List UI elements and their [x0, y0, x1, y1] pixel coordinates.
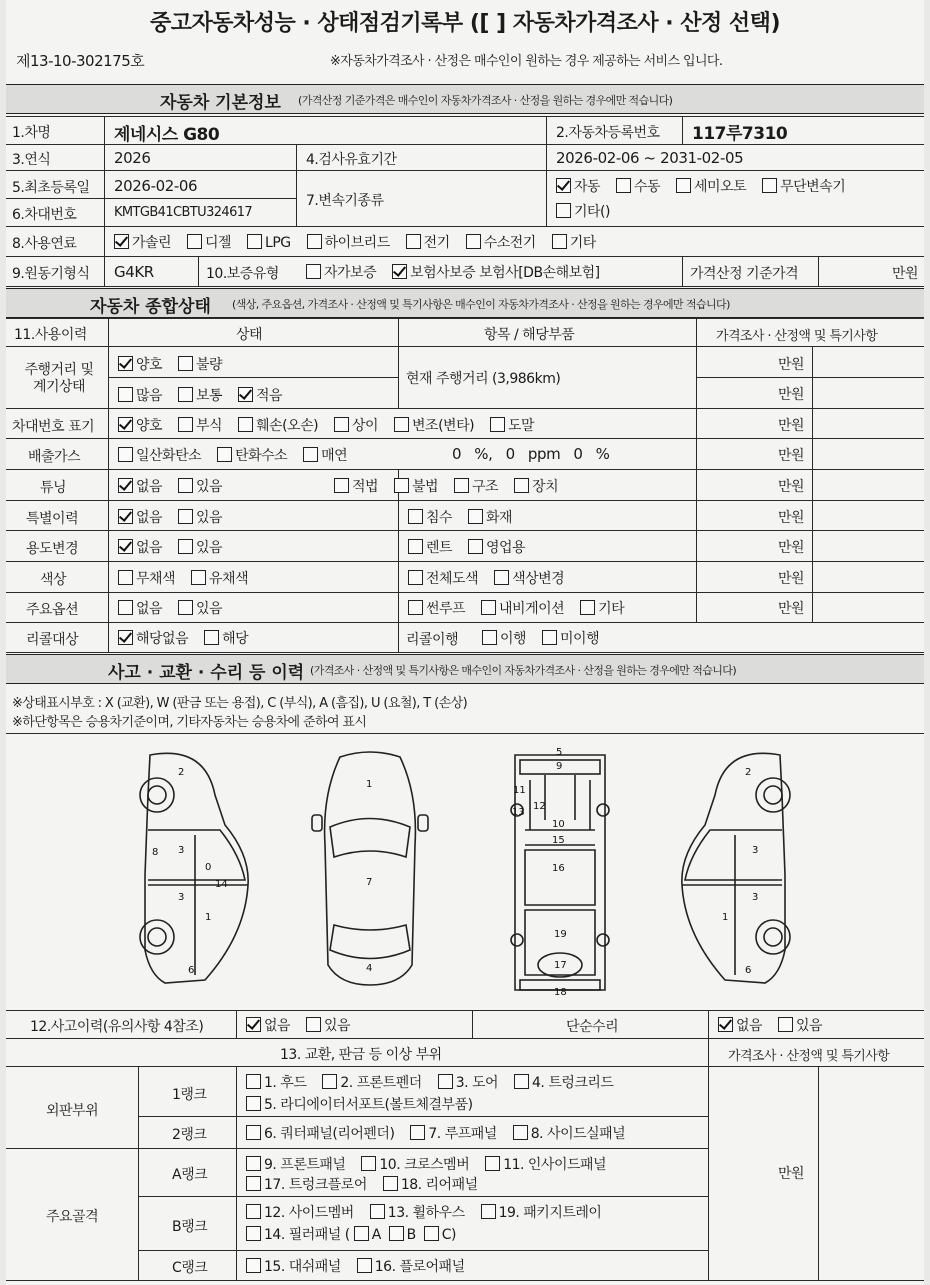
trans-other-checkbox[interactable] — [556, 203, 571, 218]
part-roof-panel-checkbox[interactable] — [410, 1125, 425, 1140]
options-yes-checkbox[interactable] — [178, 600, 193, 615]
frame-num: 18 — [554, 987, 567, 998]
color-chromatic-checkbox[interactable] — [191, 570, 206, 585]
accident-yes-checkbox[interactable] — [306, 1017, 321, 1032]
part-quarter-panel-checkbox[interactable] — [246, 1125, 261, 1140]
usage-label: 용도변경 — [26, 541, 79, 557]
frame-num: 16 — [552, 863, 565, 874]
unit-special: 만원 — [778, 510, 805, 526]
status-note: (색상, 주요옵션, 가격조사 · 산정액 및 특기사항은 매수인이 자동차가격조사 · 산정을 원하는 경우에만 적습니다) — [232, 298, 730, 311]
options-none-checkbox[interactable] — [118, 600, 133, 615]
validity-label: 4.검사유효기간 — [306, 152, 397, 168]
reg-no-label: 2.자동차등록번호 — [556, 125, 660, 141]
fuel-diesel-checkbox[interactable] — [187, 234, 202, 249]
options-state: 없음 있음 — [118, 598, 234, 618]
vinmark-good-checkbox[interactable] — [118, 417, 133, 432]
first-reg-label: 5.최초등록일 — [12, 180, 90, 196]
tuning-yes-checkbox[interactable] — [178, 478, 193, 493]
frame-num: 9 — [556, 761, 563, 772]
part-pillar-checkbox[interactable] — [246, 1226, 261, 1241]
unit-color: 만원 — [778, 571, 805, 587]
legend-symbols: ※상태표시부호 : X (교환), W (판금 또는 용접), C (부식), A (흠집), U (요철), T (손상) — [12, 696, 468, 711]
unit-mileage-1: 만원 — [778, 357, 805, 373]
mileage-many-checkbox[interactable] — [118, 387, 133, 402]
accident-history-label: 12.사고이력(유의사항 4참조) — [30, 1019, 204, 1035]
status-heading: 자동차 종합상태 — [90, 297, 211, 317]
emission-label: 배출가스 — [28, 449, 81, 465]
mileage-good-checkbox[interactable] — [118, 356, 133, 371]
basic-info-note: (가격산정 기준가격은 매수인이 자동차가격조사 · 산정을 원하는 경우에만 적습니다) — [298, 94, 673, 107]
rankA-items-row1: 9. 프론트패널 10. 크로스멤버 11. 인사이드패널 — [246, 1154, 618, 1174]
legend-note: ※하단항목은 승용차기준이며, 기타자동차는 승용차에 준하여 표시 — [12, 715, 367, 730]
top-num: 1 — [366, 779, 373, 790]
recall-label: 리콜대상 — [26, 632, 79, 648]
recall-yes-checkbox[interactable] — [204, 630, 219, 645]
part-side-member-checkbox[interactable] — [246, 1204, 261, 1219]
trans-cvt-checkbox[interactable] — [762, 178, 777, 193]
rankC-items: 15. 대쉬패널 16. 플로어패널 — [246, 1256, 477, 1276]
special-flood-checkbox[interactable] — [408, 509, 423, 524]
fuel-lpg-checkbox[interactable] — [247, 234, 262, 249]
transmission-label: 7.변속기종류 — [306, 193, 384, 209]
pillar-a-checkbox[interactable] — [354, 1226, 369, 1241]
vin-mark-options: 양호 부식 훼손(오손) 상이 변조(변타) 도말 — [118, 415, 546, 435]
frame-num: 13 — [512, 807, 525, 818]
emission-hc-checkbox[interactable] — [217, 447, 232, 462]
mileage-bad-checkbox[interactable] — [178, 356, 193, 371]
repair-yes-checkbox[interactable] — [778, 1017, 793, 1032]
mileage-label: 주행거리 및 계기상태 — [24, 362, 94, 395]
fuel-hydrogen-checkbox[interactable] — [466, 234, 481, 249]
part-radiator-support-checkbox[interactable] — [246, 1096, 261, 1111]
rankA-label: A랭크 — [172, 1167, 208, 1183]
frame-num: 19 — [554, 929, 567, 940]
fuel-other-checkbox[interactable] — [552, 234, 567, 249]
validity-value: 2026-02-06 ~ 2031-02-05 — [556, 149, 744, 167]
year-label: 3.연식 — [12, 152, 51, 168]
col-state: 상태 — [236, 327, 263, 343]
col-item: 항목 / 해당부품 — [484, 327, 575, 343]
color-achromatic-checkbox[interactable] — [118, 570, 133, 585]
color-items: 전체도색 색상변경 — [408, 568, 576, 588]
part-dash-panel-checkbox[interactable] — [246, 1258, 261, 1273]
car-diagram — [0, 735, 930, 1005]
vinmark-damage-checkbox[interactable] — [238, 417, 253, 432]
car-name-label: 1.차명 — [12, 125, 51, 141]
reg-no-value: 117루7310 — [692, 124, 788, 144]
trans-manual-checkbox[interactable] — [616, 178, 631, 193]
right-num: 6 — [745, 965, 752, 976]
pillar-b-checkbox[interactable] — [389, 1226, 404, 1241]
unit-usage: 만원 — [778, 540, 805, 556]
vinmark-corrosion-checkbox[interactable] — [178, 417, 193, 432]
left-num: 3 — [178, 845, 185, 856]
tuning-options: 없음 있음 — [118, 476, 234, 496]
unit-vinmark: 만원 — [778, 418, 805, 434]
right-num: 3 — [752, 845, 759, 856]
parts-price-unit: 만원 — [778, 1166, 805, 1182]
rank1-items-row1: 1. 후드 2. 프론트펜더 3. 도어 4. 트렁크리드 — [246, 1072, 625, 1092]
parts-price-heading: 가격조사 · 산정액 및 특기사항 — [728, 1049, 890, 1064]
vinmark-smeared-checkbox[interactable] — [490, 417, 505, 432]
emission-smoke-checkbox[interactable] — [303, 447, 318, 462]
options-sunroof-checkbox[interactable] — [408, 600, 423, 615]
options-items: 썬루프 내비게이션 기타 — [408, 598, 636, 618]
left-num: 3 — [178, 892, 185, 903]
frame-num: 15 — [552, 835, 565, 846]
warranty-options: 자가보증 보험사보증 보험사[DB손해보험] — [306, 262, 612, 282]
frame-num: 10 — [552, 819, 565, 830]
warranty-self-checkbox[interactable] — [306, 264, 321, 279]
basic-info-heading: 자동차 기본정보 — [160, 93, 281, 113]
mileage-current: 현재 주행거리 (3,986km) — [406, 371, 561, 387]
accident-none-checkbox[interactable] — [246, 1017, 261, 1032]
simple-repair-options: 없음 있음 — [718, 1015, 834, 1035]
part-trunk-lid-checkbox[interactable] — [514, 1074, 529, 1089]
special-label: 특별이력 — [26, 511, 79, 527]
outer-parts-label: 외판부위 — [46, 1103, 99, 1119]
options-other-checkbox[interactable] — [580, 600, 595, 615]
mileage-state-row1: 양호 불량 — [118, 354, 234, 374]
frame-num: 17 — [554, 960, 567, 971]
left-side-view — [140, 753, 248, 983]
usage-rent-checkbox[interactable] — [408, 539, 423, 554]
pillar-c-checkbox[interactable] — [424, 1226, 439, 1241]
part-wheel-house-checkbox[interactable] — [370, 1204, 385, 1219]
recall-done-checkbox[interactable] — [482, 630, 497, 645]
price-base-label: 가격산정 기준가격 — [690, 266, 799, 282]
special-items: 침수 화재 — [408, 507, 524, 527]
left-num: 1 — [205, 912, 212, 923]
left-num: 2 — [178, 767, 185, 778]
transmission-other: 기타() — [556, 201, 610, 221]
part-cross-member-checkbox[interactable] — [361, 1156, 376, 1171]
fuel-label: 8.사용연료 — [12, 236, 77, 252]
rank1-label: 1랭크 — [172, 1087, 207, 1103]
part-front-fender-checkbox[interactable] — [322, 1074, 337, 1089]
usage-none-checkbox[interactable] — [118, 539, 133, 554]
tuning-device-checkbox[interactable] — [514, 478, 529, 493]
color-label: 색상 — [40, 572, 67, 588]
price-base-unit: 만원 — [892, 266, 919, 282]
car-name-value: 제네시스 G80 — [114, 125, 220, 145]
accident-heading: 사고 · 교환 · 수리 등 이력 — [108, 663, 305, 683]
simple-repair-label: 단순수리 — [566, 1019, 619, 1035]
rank2-items: 6. 쿼터패널(리어펜더) 7. 루프패널 8. 사이드실패널 — [246, 1123, 637, 1143]
unit-tuning: 만원 — [778, 479, 805, 495]
color-repaint-checkbox[interactable] — [408, 570, 423, 585]
part-front-panel-checkbox[interactable] — [246, 1156, 261, 1171]
trans-auto-checkbox[interactable] — [556, 178, 571, 193]
frame-parts-label: 주요골격 — [46, 1209, 99, 1225]
engine-value: G4KR — [114, 263, 154, 281]
special-yes-checkbox[interactable] — [178, 509, 193, 524]
document-title: 중고자동차성능 · 상태점검기록부 ([ ] 자동차가격조사 · 산정 선택) — [149, 11, 780, 36]
fuel-gasoline-checkbox[interactable] — [114, 234, 129, 249]
vin-label: 6.차대번호 — [12, 207, 77, 223]
right-num: 1 — [722, 912, 729, 923]
col-history: 11.사용이력 — [14, 327, 87, 343]
repair-none-checkbox[interactable] — [718, 1017, 733, 1032]
usage-options: 없음 있음 — [118, 537, 234, 557]
color-options: 무채색 유채색 — [118, 568, 260, 588]
usage-business-checkbox[interactable] — [468, 539, 483, 554]
frame-num: 12 — [533, 801, 546, 812]
tuning-structure-checkbox[interactable] — [454, 478, 469, 493]
rankB-items-row1: 12. 사이드멤버 13. 휠하우스 19. 패키지트레이 — [246, 1202, 613, 1222]
accident-note: (가격조사 · 산정액 및 특기사항은 매수인이 자동차가격조사 · 산정을 원하는 경우에만 적습니다) — [310, 664, 737, 677]
special-options: 없음 있음 — [118, 507, 234, 527]
part-inside-panel-checkbox[interactable] — [485, 1156, 500, 1171]
options-navigation-checkbox[interactable] — [481, 600, 496, 615]
unit-mileage-2: 만원 — [778, 387, 805, 403]
emission-co-checkbox[interactable] — [118, 447, 133, 462]
emission-options: 일산화탄소 탄화수소 매연 — [118, 445, 359, 465]
tuning-legal-checkbox[interactable] — [334, 478, 349, 493]
mileage-state-row2: 많음 보통 적음 — [118, 385, 294, 405]
left-num: 0 — [205, 862, 212, 873]
engine-label: 9.원동기형식 — [12, 266, 90, 282]
part-hood-checkbox[interactable] — [246, 1074, 261, 1089]
top-num: 4 — [366, 963, 373, 974]
warranty-label: 10.보증유형 — [206, 266, 279, 282]
vin-value: KMTGB41CBTU324617 — [114, 205, 253, 220]
options-label: 주요옵션 — [26, 602, 79, 618]
accident-history-options: 없음 있음 — [246, 1015, 362, 1035]
rankB-label: B랭크 — [172, 1219, 208, 1235]
vinmark-altered-checkbox[interactable] — [394, 417, 409, 432]
mileage-few-checkbox[interactable] — [238, 387, 253, 402]
left-num: 6 — [188, 965, 195, 976]
transmission-options: 자동 수동 세미오토 무단변속기 — [556, 176, 857, 196]
vin-mark-label: 차대번호 표기 — [12, 419, 95, 435]
rankB-pillar-row: 14. 필러패널 ( A B C) — [246, 1224, 456, 1244]
tuning-label: 튜닝 — [40, 480, 67, 496]
mileage-normal-checkbox[interactable] — [178, 387, 193, 402]
part-trunk-floor-checkbox[interactable] — [246, 1176, 261, 1191]
first-reg-value: 2026-02-06 — [114, 177, 198, 195]
rankC-label: C랭크 — [172, 1260, 208, 1276]
unit-emission: 만원 — [778, 448, 805, 464]
top-num: 7 — [366, 877, 373, 888]
part-package-tray-checkbox[interactable] — [481, 1204, 496, 1219]
frame-num: 11 — [513, 785, 526, 796]
unit-options: 만원 — [778, 601, 805, 617]
left-num: 14 — [215, 879, 228, 890]
usage-yes-checkbox[interactable] — [178, 539, 193, 554]
tuning-illegal-checkbox[interactable] — [394, 478, 409, 493]
fuel-hybrid-checkbox[interactable] — [307, 234, 322, 249]
year-value: 2026 — [114, 149, 151, 167]
part-door-checkbox[interactable] — [438, 1074, 453, 1089]
tuning-none-checkbox[interactable] — [118, 478, 133, 493]
left-num: 8 — [152, 847, 159, 858]
special-fire-checkbox[interactable] — [468, 509, 483, 524]
col-price: 가격조사 · 산정액 및 특기사항 — [716, 329, 878, 344]
special-none-checkbox[interactable] — [118, 509, 133, 524]
trans-semiauto-checkbox[interactable] — [676, 178, 691, 193]
right-num: 3 — [752, 892, 759, 903]
service-notice: ※자동차가격조사 · 산정은 매수인이 원하는 경우 제공하는 서비스 입니다. — [330, 54, 723, 69]
document-number: 제13-10-302175호 — [16, 52, 145, 70]
recall-options: 해당없음 해당 — [118, 628, 260, 648]
emission-values: 0 %, 0 ppm 0 % — [452, 445, 610, 463]
frame-num: 5 — [556, 747, 563, 758]
parts-heading: 13. 교환, 판금 등 이상 부위 — [280, 1047, 442, 1063]
recall-notdone-checkbox[interactable] — [542, 630, 557, 645]
recall-none-checkbox[interactable] — [118, 630, 133, 645]
right-num: 2 — [745, 767, 752, 778]
right-side-view — [682, 753, 790, 983]
part-floor-panel-checkbox[interactable] — [357, 1258, 372, 1273]
color-change-checkbox[interactable] — [494, 570, 509, 585]
tuning-items: 적법 불법 구조 장치 — [334, 476, 570, 496]
rank2-label: 2랭크 — [172, 1127, 207, 1143]
rankA-items-row2: 17. 트렁크플로어 18. 리어패널 — [246, 1174, 490, 1194]
recall-items: 이행 미이행 — [482, 628, 611, 648]
usage-items: 렌트 영업용 — [408, 537, 537, 557]
rank1-items-row2: 5. 라디에이터서포트(볼트체결부품) — [246, 1094, 485, 1114]
recall-item-label: 리콜이행 — [406, 632, 459, 648]
vinmark-mismatch-checkbox[interactable] — [334, 417, 349, 432]
fuel-options: 가솔린 디젤 LPG 하이브리드 전기 수소전기 기타 — [114, 232, 608, 252]
part-side-sill-checkbox[interactable] — [513, 1125, 528, 1140]
part-rear-panel-checkbox[interactable] — [383, 1176, 398, 1191]
fuel-electric-checkbox[interactable] — [406, 234, 421, 249]
warranty-insurance-checkbox[interactable] — [392, 264, 407, 279]
